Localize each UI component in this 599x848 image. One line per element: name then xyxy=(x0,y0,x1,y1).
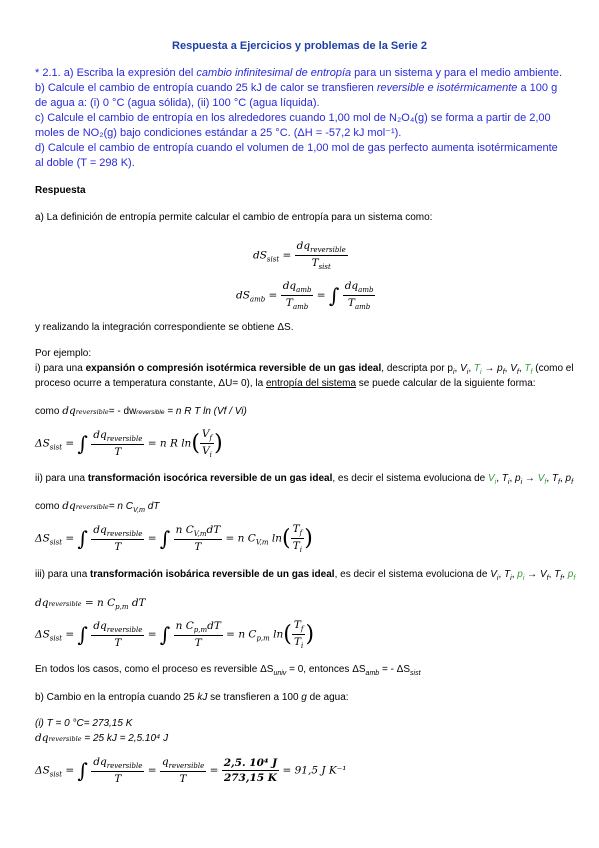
problem-line-f: d) Calcule el cambio de entropía cuando el volumen de 1,00 mol de gas perfecto aumenta isotérmicamente xyxy=(35,142,558,154)
problem-line-a: * 2.1. a) Escriba la expresión del cambio infinitesimal de entropía para un sistema y para el medio ambiente. xyxy=(35,67,563,79)
equation-dS-amb: $dS_{amb}$ = $\frac{dq_{amb}}{T_{amb}}$ = ∫ $\frac{dq_{amb}}{T_{amb}}$ xyxy=(236,280,374,312)
answer-heading: Respuesta xyxy=(35,185,86,196)
problem-line-c: de agua a: (i) 0 °C (agua sólida), (ii) 100 °C (agua líquida). xyxy=(35,97,320,109)
part-b-i-dq: dqreversible = 25 kJ = 2,5.10⁴ J xyxy=(35,732,169,744)
page-title: Respuesta a Ejercicios y problemas de la Serie 2 xyxy=(172,40,427,52)
equation-isobaric: $\Delta S_{sist}$ = ∫ $\frac{dq_{reversible}}{T}$ = ∫ $\frac{n C_{p,m}dT}{T}$ = n $C_{p,m}$ ln( $\frac{T_f}{T_i}$ ) xyxy=(35,619,315,651)
problem-line-b: b) Calcule el cambio de entropía cuando 25 kJ de calor se transfieren reversible e isotérmicamente a 100 g xyxy=(35,82,558,94)
case-iii-line: iii) para una transformación isobárica reversible de un gas ideal, es decir el sistema evoluciona de $V_i$, $T_i$, $p_i \to V_f$, $T_f$, $p_f$ xyxy=(35,569,576,582)
case-ii-line: ii) para una transformación isocórica reversible de un gas ideal, es decir el sistema evoluciona de $V_i$, $T_i$, $p_i \to V_f$, $T_f$, $p_f$ xyxy=(35,473,574,486)
example-label: Por ejemplo: xyxy=(35,348,92,359)
problem-line-e: moles de NO₂(g) bajo condiciones estándar a 25 °C. (ΔH = -57,2 kJ mol⁻¹). xyxy=(35,127,402,139)
answer-a-intro: a) La definición de entropía permite calcular el cambio de entropía para un sistema como: xyxy=(35,212,433,223)
equation-final: $\Delta S_{sist}$ = ∫ $\frac{dq_{reversible}}{T}$ = $\frac{q_{reversible}}{T}$ = $\frac{\text{2,5. 10⁴ J}}{273,15 K}$ = 91,5 J K⁻¹ xyxy=(35,756,347,786)
dq-isobaric: dqreversible = n $C_{p,m}$ dT xyxy=(35,597,146,612)
equation-isothermal: $\Delta S_{sist}$ = ∫ $\frac{dq_{reversible}}{T}$ = n R ln( $\frac{V_f}{V_i}$ ) xyxy=(35,428,223,460)
equation-isochoric: $\Delta S_{sist}$ = ∫ $\frac{dq_{reversible}}{T}$ = ∫ $\frac{n C_{V,m}dT}{T}$ = n $C_{V,m}$ ln( $\frac{T_f}{T_i}$ ) xyxy=(35,523,313,555)
equation-dS-sist: $dS_{sist}$ = $\frac{dq_{reversible}}{T_{sist}}$ xyxy=(253,240,346,272)
como-line-2: como dqreversible= n $C_{V,m}$ dT xyxy=(35,500,160,514)
part-b-i-temp: (i) T = 0 °C= 273,15 K xyxy=(35,718,133,729)
case-i-line1: i) para una expansión o compresión isotérmica reversible de un gas ideal, descripta por $p_i$, $V_i$, $T_i \to p_f$, $V_f$, $T_f$ (como el xyxy=(35,363,574,376)
case-i-line2: proceso ocurre a temperatura constante, ΔU= 0), la entropía del sistema se puede calcular de la siguiente forma: xyxy=(35,378,536,389)
integration-note: y realizando la integración correspondiente se obtiene ΔS. xyxy=(35,322,294,333)
problem-line-g: al doble (T = 298 K). xyxy=(35,157,135,169)
part-b-line: b) Cambio en la entropía cuando 25 kJ se transfieren a 100 g de agua: xyxy=(35,692,349,703)
problem-line-d: c) Calcule el cambio de entropía en los alrededores cuando 1,00 mol de N₂O₄(g) se forma a partir de 2,00 xyxy=(35,112,551,124)
como-line-1: como dqreversible= - dwreversible = n R T ln (Vf / Vi) xyxy=(35,405,247,417)
all-cases-line: En todos los casos, como el proceso es reversible $\Delta S_{univ} = 0$, entonces $\Delta S_{amb}$ = - $\Delta S_{sist}$ xyxy=(35,664,421,677)
